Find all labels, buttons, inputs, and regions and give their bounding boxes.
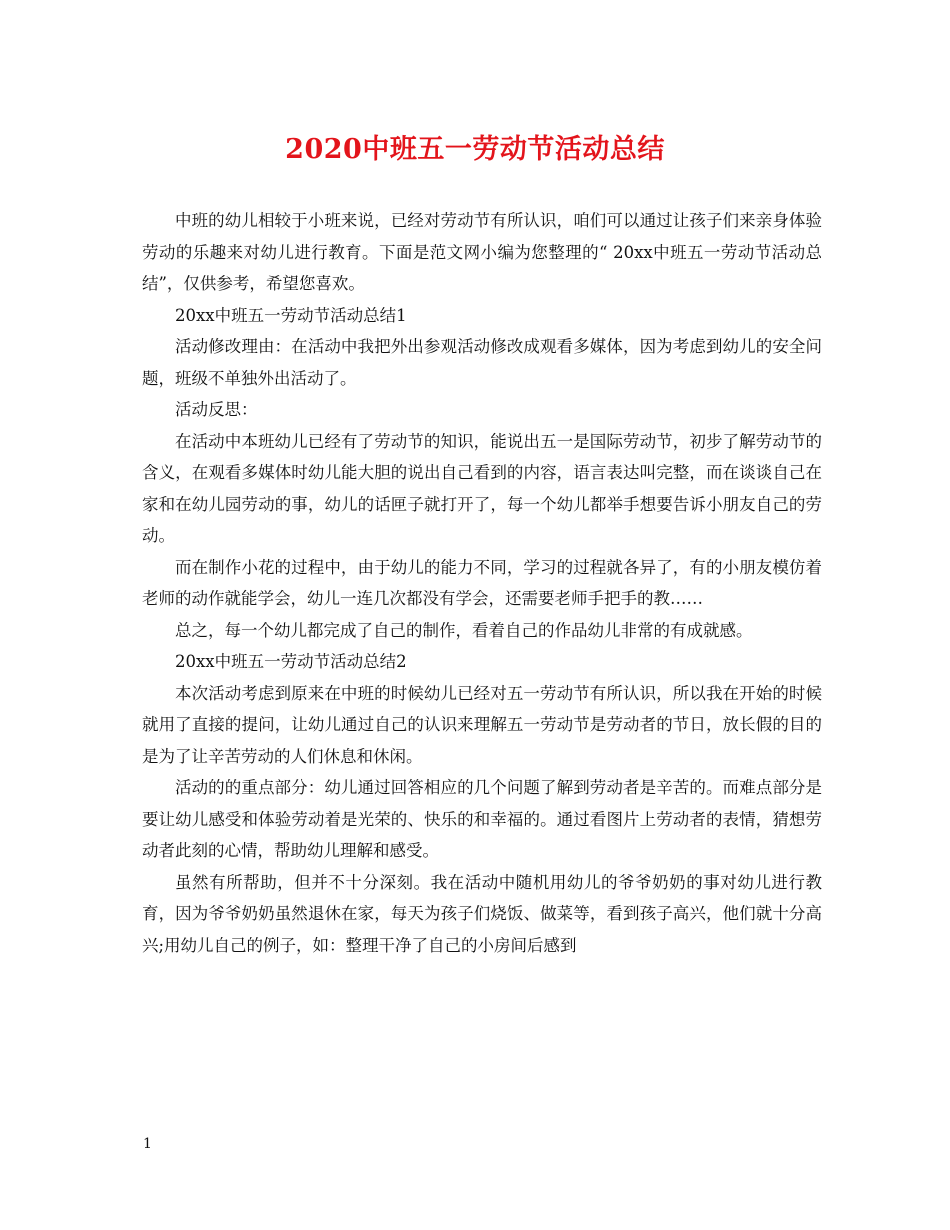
paragraph-reflection-1: 在活动中本班幼儿已经有了劳动节的知识，能说出五一是国际劳动节，初步了解劳动节的含义，在观看多媒体时幼儿能大胆的说出自己看到的内容，语言表达叫完整，而在谈谈自己在家和在幼儿园劳动的事，幼儿的话匣子就打开了，每一个幼儿都举手想要告诉小朋友自己的劳动。: [142, 431, 822, 545]
paragraph-summary-1: 本次活动考虑到原来在中班的时候幼儿已经对五一劳动节有所认识，所以我在开始的时候就用了直接的提问，让幼儿通过自己的认识来理解五一劳动节是劳动者的节日，放长假的目的是为了让辛苦劳动的人们休息和休闲。: [142, 683, 822, 766]
paragraph-summary-3: 虽然有所帮助，但并不十分深刻。我在活动中随机用幼儿的爷爷奶奶的事对幼儿进行教育，因为爷爷奶奶虽然退休在家，每天为孩子们烧饭、做菜等，看到孩子高兴，他们就十分高兴;用幼儿自己的例子，如：整理干净了自己的小房间后感到: [142, 872, 822, 955]
section-heading-1: 20xx中班五一劳动节活动总结1: [175, 305, 407, 325]
page-number: 1: [143, 1136, 152, 1152]
document-body: [142, 205, 822, 961]
section-heading-2: 20xx中班五一劳动节活动总结2: [175, 652, 407, 671]
paragraph-summary-2: 活动的的重点部分：幼儿通过回答相应的几个问题了解到劳动者是辛苦的。而难点部分是要让幼儿感受和体验劳动着是光荣的、快乐的和幸福的。通过看图片上劳动者的表情，猜想劳动者此刻的心情，帮助幼儿理解和感受。: [142, 778, 822, 860]
paragraph-modification-reason: 活动修改理由：在活动中我把外出参观活动修改成观看多媒体，因为考虑到幼儿的安全问题，班级不单独外出活动了。: [142, 337, 822, 388]
paragraph-reflection-2: 而在制作小花的过程中，由于幼儿的能力不同，学习的过程就各异了，有的小朋友模仿着老师的动作就能学会，幼儿一连几次都没有学会，还需要老师手把手的教……: [142, 557, 822, 608]
paragraph-intro: 中班的幼儿相较于小班来说，已经对劳动节有所认识，咱们可以通过让孩子们来亲身体验劳动的乐趣来对幼儿进行教育。下面是范文网小编为您整理的“ 20xx中班五一劳动节活动总结”，仅供参考，希望您喜欢。: [142, 211, 822, 293]
document-title: 2020中班五一劳动节活动总结: [285, 134, 665, 165]
paragraph-reflection-label: 活动反思：: [175, 400, 258, 419]
paragraph-reflection-3: 总之，每一个幼儿都完成了自己的制作，看着自己的作品幼儿非常的有成就感。: [175, 620, 753, 640]
